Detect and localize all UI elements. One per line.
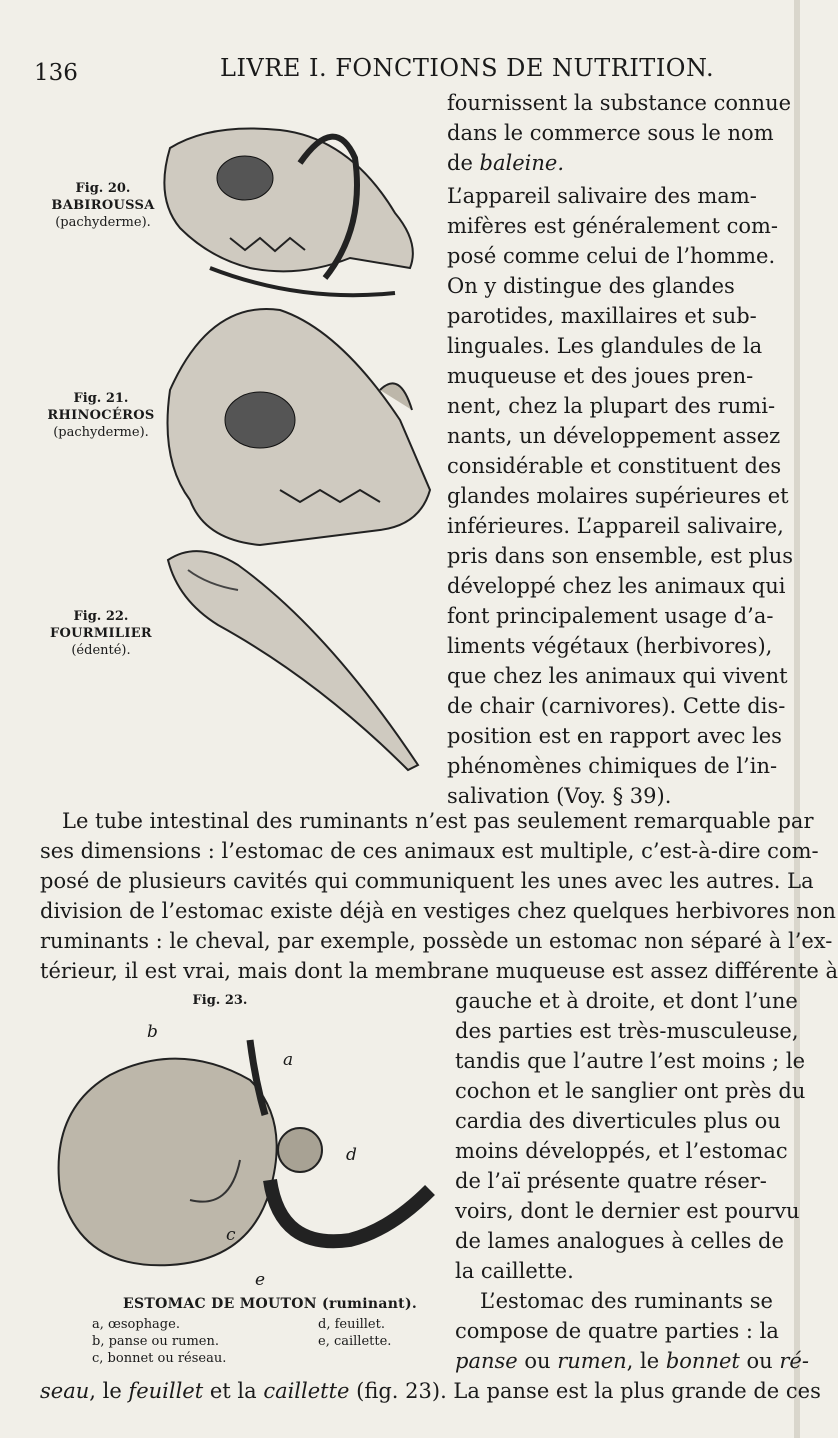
text-line: cardia des diverticules plus ou (455, 1109, 781, 1133)
text-line: de chair (carnivores). Cette dis- (447, 694, 786, 718)
fig20-group: (pachyderme). (55, 215, 151, 230)
text-line: la caillette. (455, 1259, 574, 1283)
text-line: muqueuse et des joues pren- (447, 364, 754, 388)
page-header (30, 46, 770, 86)
anteater-skull-figure (158, 540, 428, 775)
text-line: phénomènes chimiques de l’in- (447, 754, 778, 778)
fig23-number: Fig. 23. (192, 993, 248, 1008)
text-line: nent, chez la plupart des rumi- (447, 394, 776, 418)
legend-item: d, feuillet. (318, 1317, 385, 1332)
text-line: que chez les animaux qui vivent (447, 664, 788, 688)
baleine-word: baleine. (479, 151, 564, 175)
text-line: moins développés, et l’estomac (455, 1139, 788, 1163)
legend-item: b, panse ou rumen. (92, 1334, 219, 1349)
text-line: ses dimensions : l’estomac de ces animaux est multiple, c’est-à-dire com- (40, 839, 819, 863)
text-line: gauche et à droite, et dont l’une (455, 989, 798, 1013)
callout-b: b (147, 1022, 158, 1042)
callout-e: e (255, 1270, 266, 1290)
text-line: compose de quatre parties : la (455, 1319, 779, 1343)
fig21-name: RHINOCÉROS (47, 408, 155, 423)
text-line: des parties est très-musculeuse, (455, 1019, 799, 1043)
text-line: considérable et constituent des (447, 454, 782, 478)
text-line: panse ou rumen, le bonnet ou ré- (455, 1349, 809, 1373)
text-line: posé de plusieurs cavités qui communiquent les unes avec les autres. La (40, 869, 814, 893)
text-line: L’estomac des ruminants se (480, 1289, 773, 1313)
text-line: L’appareil salivaire des mam- (447, 184, 757, 208)
text-line: de lames analogues à celles de (455, 1229, 784, 1253)
text-line: Le tube intestinal des ruminants n’est pas seulement remarquable par (62, 809, 814, 833)
text-line: pris dans son ensemble, est plus (447, 544, 793, 568)
text-line: glandes molaires supérieures et (447, 484, 789, 508)
fig20-name: BABIROUSSA (51, 198, 155, 213)
legend-item: c, bonnet ou réseau. (92, 1351, 227, 1366)
text-line: liments végétaux (herbivores), (447, 634, 773, 658)
text-line: posé comme celui de l’homme. (447, 244, 776, 268)
callout-d: d (346, 1145, 357, 1165)
fig21-number: Fig. 21. (73, 391, 129, 406)
text-line: position est en rapport avec les (447, 724, 782, 748)
text-line: voirs, dont le dernier est pourvu (455, 1199, 800, 1223)
text-line: tandis que l’autre l’est moins ; le (455, 1049, 806, 1073)
callout-a: a (283, 1050, 294, 1070)
text-line: cochon et le sanglier ont près du (455, 1079, 806, 1103)
text-line: linguales. Les glandules de la (447, 334, 763, 358)
text-line: On y distingue des glandes (447, 274, 735, 298)
text-line: font principalement usage d’a- (447, 604, 774, 628)
text-line: salivation (Voy. § 39). (447, 784, 672, 808)
text-line: nants, un développement assez (447, 424, 781, 448)
text-line: inférieures. L’appareil salivaire, (447, 514, 784, 538)
fig22-label (36, 608, 166, 659)
legend-item: e, caillette. (318, 1334, 392, 1349)
running-title: LIVRE I. FONCTIONS DE NUTRITION. (220, 54, 715, 82)
legend-item: a, œsophage. (92, 1317, 180, 1332)
rhinoceros-skull-figure (150, 300, 435, 550)
text-line: développé chez les animaux qui (447, 574, 786, 598)
text-line: fournissent la substance connue (447, 91, 792, 115)
fig21-group: (pachyderme). (53, 425, 149, 440)
sheep-stomach-figure (50, 1020, 440, 1290)
fig20-label (38, 180, 168, 231)
fig21-label (36, 390, 166, 441)
text-line: térieur, il est vrai, mais dont la membrane muqueuse est assez différente à (40, 959, 838, 983)
text-line: ruminants : le cheval, par exemple, possède un estomac non séparé à l’ex- (40, 929, 833, 953)
callout-c: c (226, 1225, 236, 1245)
babiroussa-skull-figure (150, 118, 435, 313)
fig22-group: (édenté). (71, 643, 131, 658)
fig22-number: Fig. 22. (73, 609, 129, 624)
text-line: mifères est généralement com- (447, 214, 778, 238)
page-number: 136 (34, 60, 78, 86)
text-line: seau, le feuillet et la caillette (fig. 23). La panse est la plus grande de ces (40, 1379, 821, 1403)
text-line: de l’aï présente quatre réser- (455, 1169, 767, 1193)
text-line: dans le commerce sous le nom (447, 121, 774, 145)
fig23-label (170, 992, 270, 1009)
fig20-number: Fig. 20. (75, 181, 131, 196)
fig23-caption: ESTOMAC DE MOUTON (ruminant). (123, 1296, 418, 1312)
text-line: parotides, maxillaires et sub- (447, 304, 757, 328)
text-line: de baleine. (447, 151, 564, 175)
fig22-name: FOURMILIER (49, 626, 153, 641)
text-line: division de l’estomac existe déjà en vestiges chez quelques herbivores non (40, 899, 836, 923)
